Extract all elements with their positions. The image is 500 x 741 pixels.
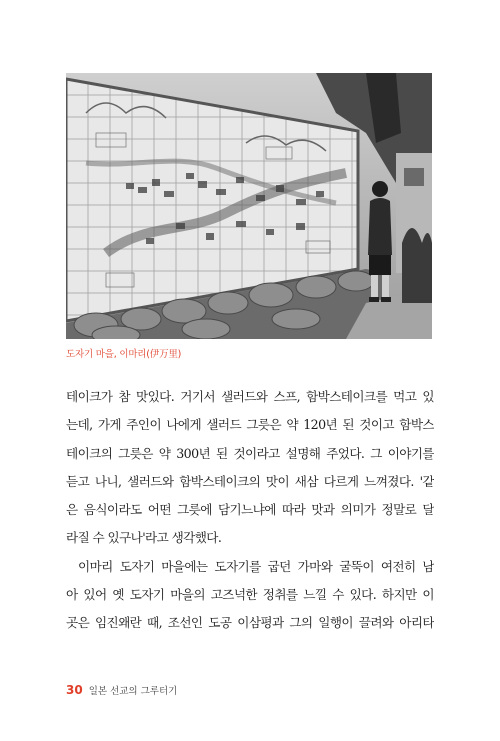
text-line: 이마리 도자기 마을에는 도자기를 굽던 가마와 굴뚝이 여전히 남 bbox=[78, 558, 434, 574]
text-line: 아 있어 옛 도자기 마을의 고즈넉한 정취를 느낄 수 있다. 하지만 이 bbox=[66, 587, 434, 603]
text-line: 테이크가 참 맛있다. 거기서 샐러드와 스프, 함박스테이크를 먹고 있 bbox=[66, 389, 434, 404]
page-footer bbox=[66, 683, 177, 697]
tile-map-photo bbox=[66, 73, 432, 339]
text-line: 테이크의 그릇은 약 300년 된 것이라고 설명해 주었다. 그 이야기를 bbox=[66, 445, 434, 461]
text-line: 은 음식이라도 어떤 그릇에 담기느냐에 따라 맛과 의미가 정말로 달 bbox=[66, 502, 434, 518]
book-title: 일본 선교의 그루터기 bbox=[88, 686, 178, 697]
text-line: 듣고 나니, 샐러드와 함박스테이크의 맛이 새삼 다르게 느껴졌다. '같 bbox=[66, 473, 434, 489]
text-line: 라질 수 있구나'라고 생각했다. bbox=[66, 530, 222, 546]
photo-image bbox=[66, 73, 432, 339]
text-line: 곳은 임진왜란 때, 조선인 도공 이삼평과 그의 일행이 끌려와 아리타 bbox=[66, 615, 434, 631]
body-text bbox=[66, 383, 434, 638]
photo-caption: 도자기 마을, 이마리(伊万里) bbox=[66, 349, 182, 360]
text-line: 는데, 가게 주인이 나에게 샐러드 그릇은 약 120년 된 것이고 함박스 bbox=[66, 417, 434, 433]
page-number: 30 bbox=[66, 683, 83, 697]
